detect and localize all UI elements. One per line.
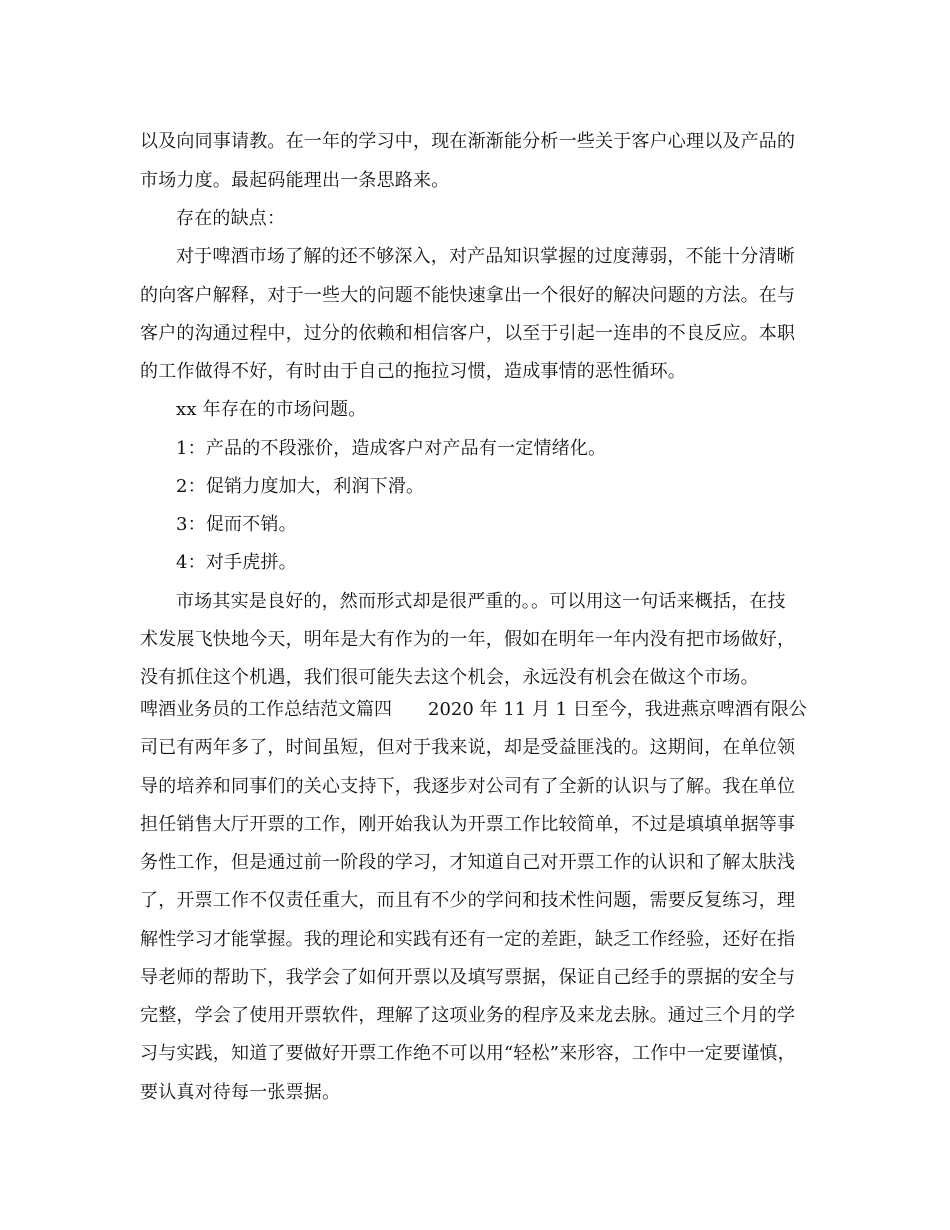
subheading-market-problems: xx 年存在的市场问题。: [176, 399, 367, 420]
text-line: 对于啤酒市场了解的还不够深入，对产品知识掌握的过度薄弱，不能十分清晰: [176, 246, 795, 267]
text-line: 司已有两年多了，时间虽短，但对于我来说，却是受益匪浅的。这期间，在单位领: [140, 737, 796, 758]
text-line: 市场其实是良好的，然而形式却是很严重的。。可以用这一句话来概括，在技: [176, 591, 786, 612]
text-line: 习与实践，知道了要做好开票工作绝不可以用“轻松”来形容，工作中一定要谨慎，: [140, 1043, 796, 1064]
text-line: 要认真对待每一张票据。: [140, 1082, 341, 1103]
section-heading-line: [140, 698, 830, 722]
text-line: 市场力度。最起码能理出一条思路来。: [140, 170, 450, 191]
list-item: 3：促而不销。: [176, 514, 297, 535]
text-line: 的工作做得不好，有时由于自己的拖拉习惯，造成事情的恶性循环。: [140, 361, 686, 382]
text-line: 解性学习才能掌握。我的理论和实践有还有一定的差距，缺乏工作经验，还好在指: [140, 929, 796, 950]
text-line: 没有抓住这个机遇，我们很可能失去这个机会，永远没有机会在做这个市场。: [140, 667, 759, 688]
section-first-line: 2020 年 11 月 1 日至今，我进燕京啤酒有限公: [428, 699, 807, 720]
list-item: 4：对手虎拼。: [176, 552, 297, 573]
text-line: 了，开票工作不仅责任重大，而且有不少的学问和技术性问题，需要反复练习，理: [140, 890, 796, 911]
subheading-shortcomings: 存在的缺点：: [176, 208, 286, 229]
list-item: 2：促销力度加大，利润下滑。: [176, 476, 425, 497]
section-title: 啤酒业务员的工作总结范文篇四: [140, 699, 392, 720]
text-line: 客户的沟通过程中，过分的依赖和相信客户，以至于引起一连串的不良反应。本职: [140, 323, 796, 344]
text-line: 导老师的帮助下，我学会了如何开票以及填写票据，保证自己经手的票据的安全与: [140, 967, 796, 988]
text-line: 完整，学会了使用开票软件，理解了这项业务的程序及来龙去脉。通过三个月的学: [140, 1005, 796, 1026]
text-line: 的向客户解释，对于一些大的问题不能快速拿出一个很好的解决问题的方法。在与: [140, 285, 796, 306]
text-line: 担任销售大厅开票的工作，刚开始我认为开票工作比较简单，不过是填填单据等事: [140, 814, 796, 835]
list-item: 1：产品的不段涨价，造成客户对产品有一定情绪化。: [176, 438, 607, 459]
text-line: 务性工作，但是通过前一阶段的学习，才知道自己对开票工作的认识和了解太肤浅: [140, 852, 796, 873]
text-line: 术发展飞快地今天，明年是大有作为的一年，假如在明年一年内没有把市场做好，: [140, 629, 796, 650]
text-line: 以及向同事请教。在一年的学习中，现在渐渐能分析一些关于客户心理以及产品的: [140, 131, 796, 152]
text-line: 导的培养和同事们的关心支持下，我逐步对公司有了全新的认识与了解。我在单位: [140, 776, 796, 797]
